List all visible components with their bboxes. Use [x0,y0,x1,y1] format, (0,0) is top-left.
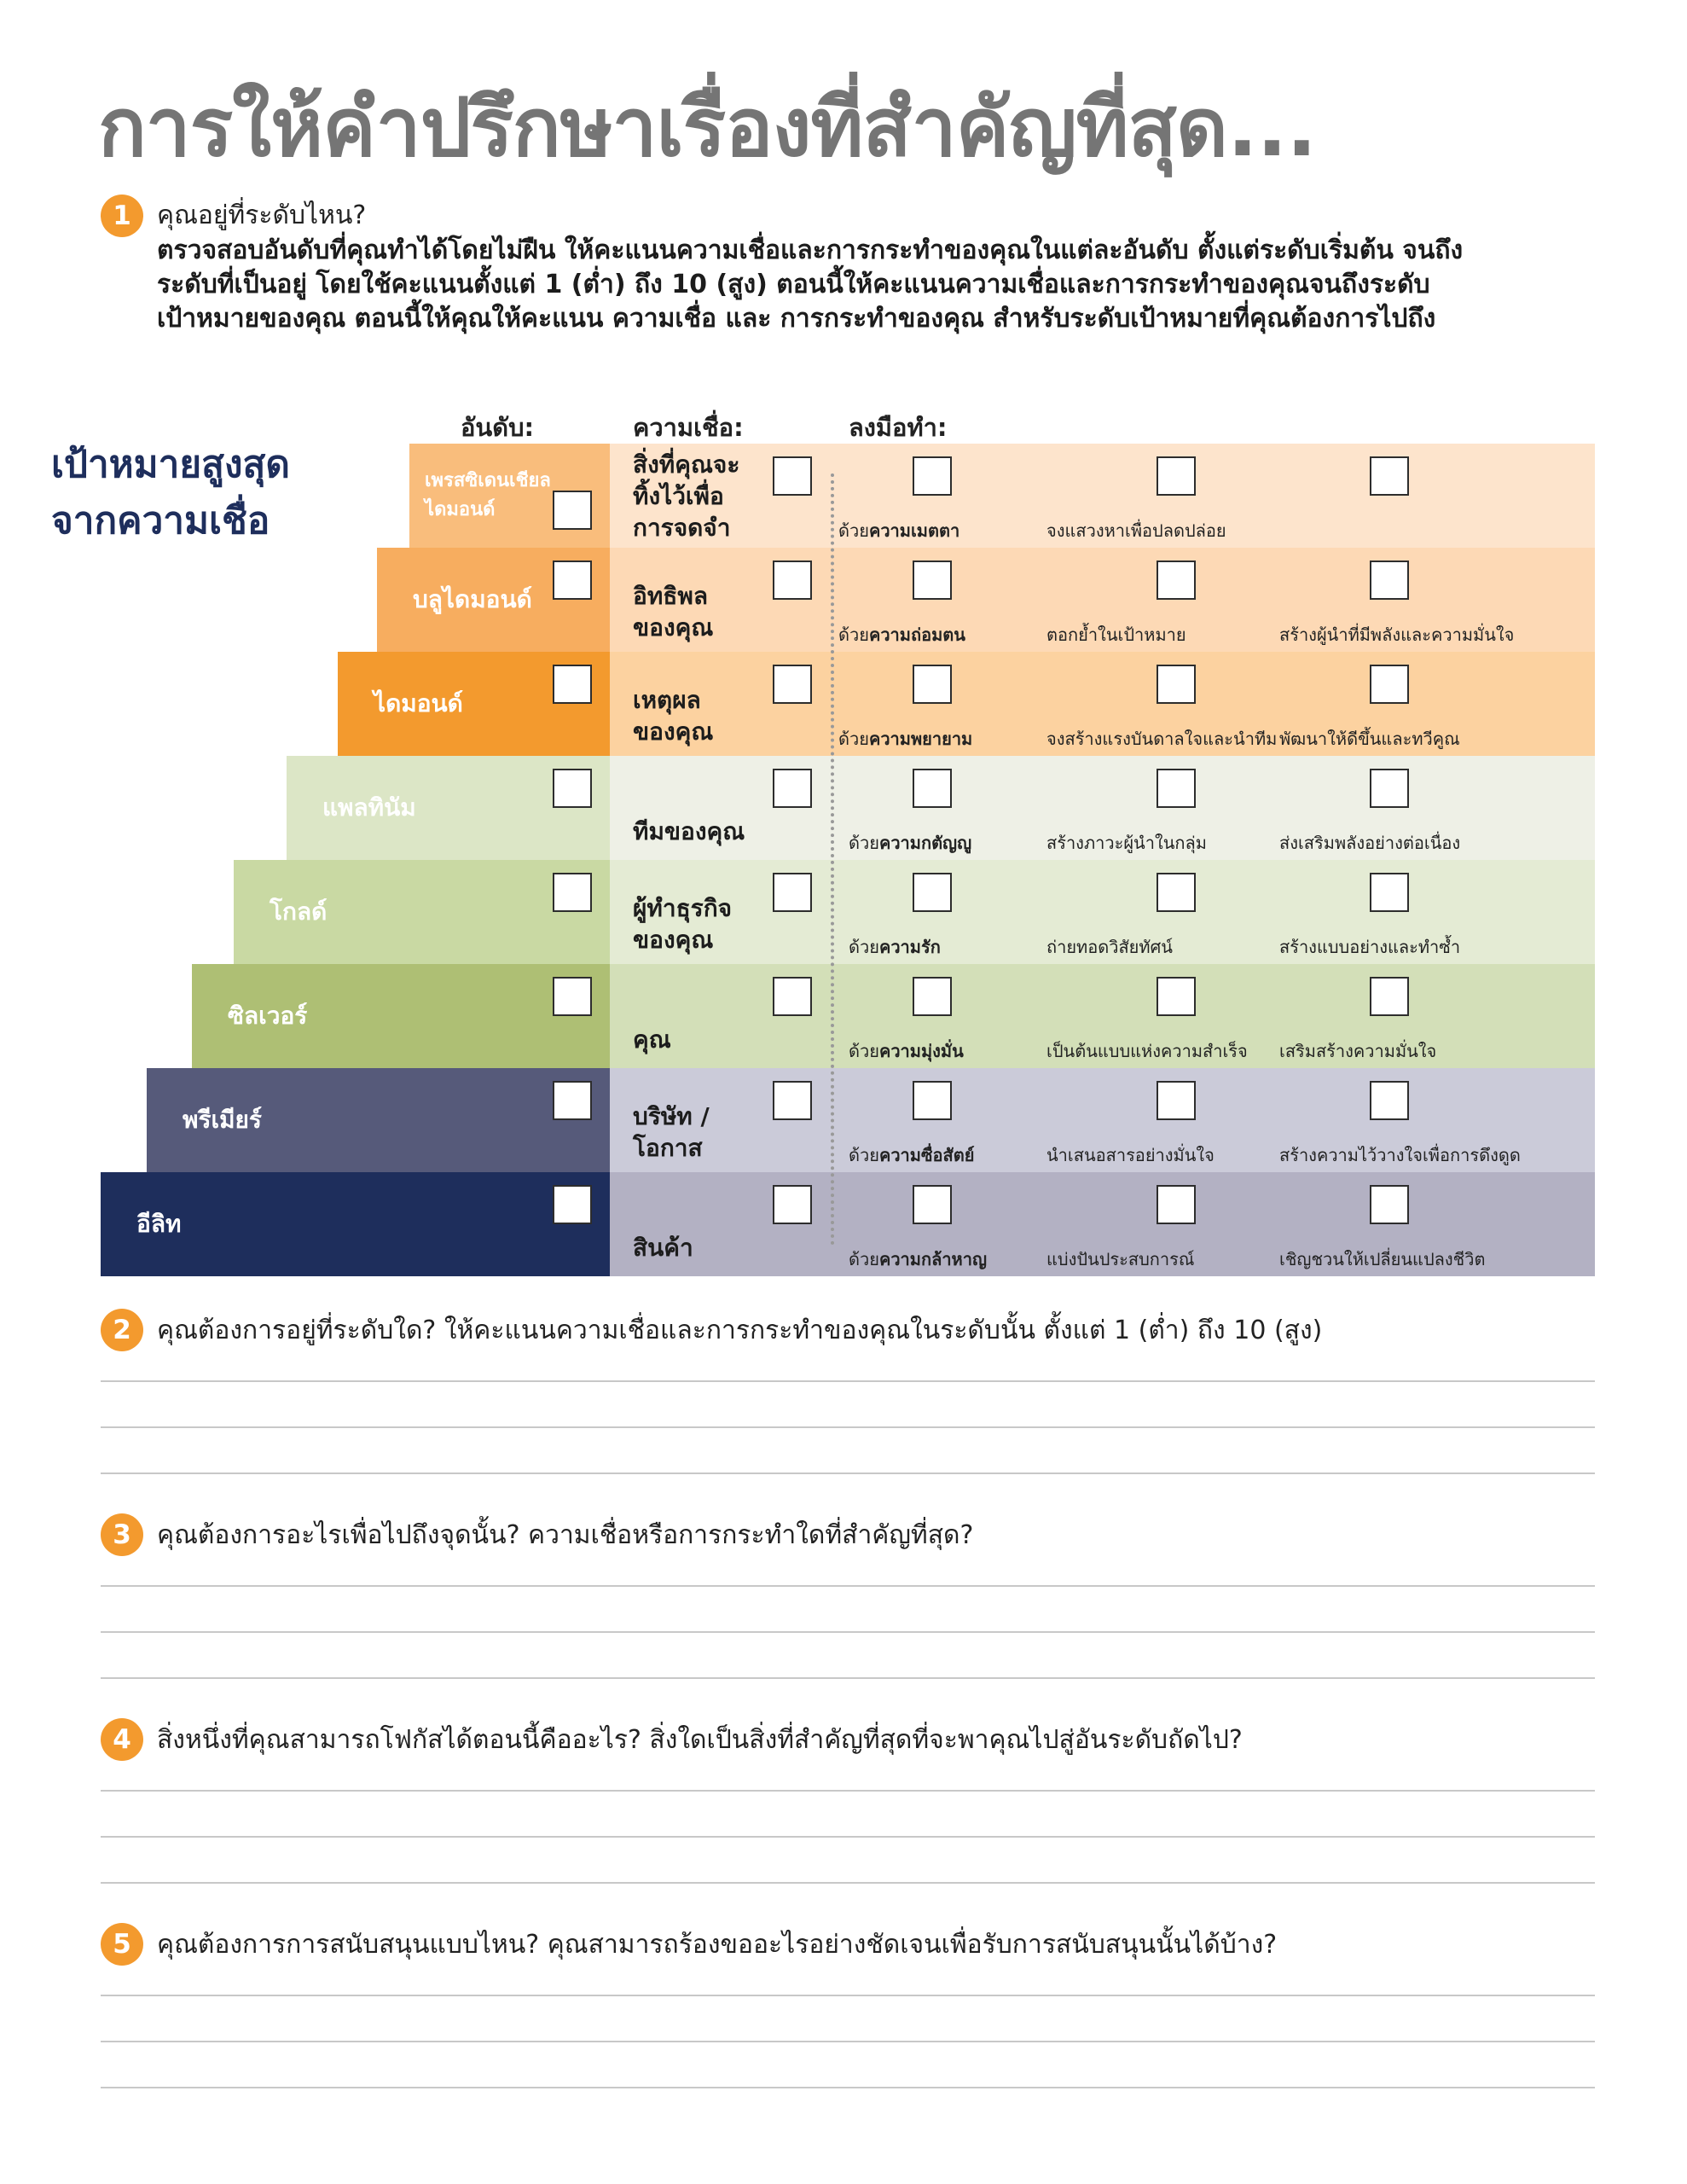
action-text [849,933,941,961]
action-text [1046,621,1186,648]
action-text [849,829,971,857]
rank-label-line: บลูไดมอนด์ [413,585,532,613]
question-text: สิ่งหนึ่งที่คุณสามารถโฟกัสได้ตอนนี้คืออะไร? สิ่งใดเป็นสิ่งที่สำคัญที่สุดที่จะพาคุณไปสู่อันระดับถัดไป? [157,1725,1243,1755]
answer-line[interactable] [101,2041,1595,2042]
action-text-bold: ความกตัญญู [878,833,972,853]
action-text-plain: ด้วย [849,833,879,853]
rank-label [136,1205,181,1243]
rank-column-header: อันดับ: [461,413,535,442]
action-checkbox[interactable] [1370,665,1409,704]
action-checkbox[interactable] [1370,769,1409,808]
action-checkbox[interactable] [1370,561,1409,600]
belief-text-line: อิทธิพล [633,582,708,610]
rank-label [183,1101,262,1139]
action-checkbox[interactable] [1157,561,1196,600]
action-text [1046,517,1226,544]
action-text-plain: ด้วย [838,624,869,645]
belief-text-line: ผู้ทำธุรกิจ [633,894,733,922]
action-checkbox[interactable] [913,977,952,1016]
action-text [1279,829,1460,857]
belief-checkbox[interactable] [773,977,812,1016]
rank-checkbox[interactable] [553,1185,592,1224]
rank-label-line: ไดมอนด์ [425,499,496,520]
action-text-plain: ด้วย [838,520,869,541]
action-checkbox[interactable] [1157,769,1196,808]
action-text-bold: ความเมตตา [868,520,960,541]
belief-text [633,892,732,956]
rank-checkbox[interactable] [553,561,592,600]
answer-line[interactable] [101,1426,1595,1428]
belief-text [633,1232,693,1263]
action-checkbox[interactable] [1370,456,1409,496]
action-text [1279,621,1514,648]
action-text [849,1246,987,1273]
action-checkbox[interactable] [913,456,952,496]
belief-text-line: คุณ [633,1025,671,1054]
action-text [1046,1037,1248,1065]
action-text-bold: ความถ่อมตน [868,624,965,645]
goal-label-line: เป้าหมายสูงสุด [51,443,290,486]
action-text-plain: ด้วย [838,729,869,749]
rank-label [322,789,416,827]
action-checkbox[interactable] [913,1081,952,1120]
belief-checkbox[interactable] [773,561,812,600]
action-text-plain: ส่งเสริมพลังอย่างต่อเนื่อง [1279,833,1461,853]
rank-checkbox[interactable] [553,491,592,530]
action-text-plain: ถ่ายทอดวิสัยทัศน์ [1046,937,1173,957]
rank-step [147,1068,610,1172]
belief-text-line: การจดจำ [633,514,731,542]
action-checkbox[interactable] [1370,873,1409,912]
action-text [1279,725,1460,752]
action-text [1279,933,1460,961]
belief-text-line: โอกาส [633,1134,703,1162]
action-text-plain: ด้วย [849,937,879,957]
action-text [849,1141,974,1169]
action-checkbox[interactable] [1157,456,1196,496]
belief-text [633,580,713,643]
step-number-badge: 5 [101,1923,143,1966]
action-text [1046,1246,1194,1273]
action-text [849,1037,964,1065]
rank-step [101,1172,610,1276]
action-text [1046,725,1277,752]
answer-line[interactable] [101,1631,1595,1633]
action-text-plain: เสริมสร้างความมั่นใจ [1279,1041,1437,1061]
action-text-plain: นำเสนอสารอย่างมั่นใจ [1046,1145,1215,1165]
question-text: คุณต้องการอะไรเพื่อไปถึงจุดนั้น? ความเชื่อหรือการกระทำใดที่สำคัญที่สุด? [157,1520,974,1550]
action-text-plain: สร้างผู้นำที่มีพลังและความมั่นใจ [1279,624,1515,645]
answer-line[interactable] [101,2087,1595,2088]
rank-label-line: ไดมอนด์ [374,689,463,717]
answer-line[interactable] [101,1836,1595,1838]
goal-label [51,437,290,549]
belief-text [633,449,739,543]
belief-checkbox[interactable] [773,665,812,704]
action-checkbox[interactable] [913,769,952,808]
action-text-plain: ด้วย [849,1249,879,1269]
action-text [838,621,965,648]
action-text-bold: ความกล้าหาญ [878,1249,988,1269]
column-divider [831,473,834,1246]
action-checkbox[interactable] [913,665,952,704]
rank-label-line: พรีเมียร์ [183,1106,262,1134]
answer-line[interactable] [101,1380,1595,1382]
action-checkbox[interactable] [1157,977,1196,1016]
rank-label [374,685,463,723]
action-checkbox[interactable] [913,561,952,600]
action-text-bold: ความรัก [878,937,941,957]
belief-text-line: สินค้า [633,1234,693,1262]
action-text-bold: ความพยายาม [868,729,973,749]
action-text-plain: จงแสวงหาเพื่อปลดปล่อย [1046,520,1226,541]
action-checkbox[interactable] [1370,977,1409,1016]
belief-text-line: เหตุผล [633,686,701,714]
action-text-plain: เชิญชวนให้เปลี่ยนแปลงชีวิต [1279,1249,1486,1269]
action-text [1046,1141,1215,1169]
action-text-bold: ความซื่อสัตย์ [878,1145,975,1165]
rank-label [413,581,532,619]
belief-text [633,684,713,747]
belief-checkbox[interactable] [773,873,812,912]
question-1: คุณอยู่ที่ระดับไหน? [157,200,367,230]
belief-text-line: ของคุณ [633,926,714,954]
rank-label-line: ซิลเวอร์ [228,1002,308,1030]
action-text [1279,1141,1521,1169]
action-text-plain: สร้างความไว้วางใจเพื่อการดึงดูด [1279,1145,1521,1165]
instruction-line: เป้าหมายของคุณ ตอนนี้ให้คุณให้คะแนน ความเชื่อ และ การกระทำของคุณ สำหรับระดับเป้าหมายที่คุณต้องการไปถึง [157,304,1436,334]
belief-text [633,1024,671,1055]
belief-text-line: บริษัท / [633,1102,710,1130]
action-text [1046,829,1207,857]
goal-label-line: จากความเชื่อ [51,499,270,543]
question-text: คุณต้องการการสนับสนุนแบบไหน? คุณสามารถร้องขออะไรอย่างชัดเจนเพื่อรับการสนับสนุนนั้นได้บ้าง? [157,1930,1278,1960]
action-text [838,517,959,544]
action-text-plain: เป็นต้นแบบแห่งความสำเร็จ [1046,1041,1248,1061]
action-checkbox[interactable] [1157,1185,1196,1224]
belief-checkbox[interactable] [773,456,812,496]
rank-label-line: โกลด์ [270,897,328,926]
answer-line[interactable] [101,1585,1595,1587]
step-number-badge: 2 [101,1309,143,1351]
action-text-plain: ด้วย [849,1041,879,1061]
page-title: การให้คำปรึกษาเรื่องที่สำคัญที่สุด... [98,82,1317,175]
belief-text-line: สิ่งที่คุณจะ [633,450,740,479]
rank-label [228,997,307,1035]
rank-step [192,964,610,1068]
rank-checkbox[interactable] [553,977,592,1016]
answer-line[interactable] [101,1472,1595,1474]
action-text-plain: ด้วย [849,1145,879,1165]
rank-checkbox[interactable] [553,873,592,912]
belief-checkbox[interactable] [773,769,812,808]
rank-label-line: แพลทินัม [322,793,416,822]
belief-text [633,816,745,847]
belief-checkbox[interactable] [773,1081,812,1120]
action-checkbox[interactable] [1157,1081,1196,1120]
step-number-badge: 3 [101,1513,143,1556]
action-text-plain: ตอกย้ำในเป้าหมาย [1046,624,1186,645]
action-text [1279,1037,1436,1065]
action-text-plain: แบ่งปันประสบการณ์ [1046,1249,1195,1269]
belief-checkbox[interactable] [773,1185,812,1224]
answer-line[interactable] [101,1882,1595,1884]
action-text-plain: จงสร้างแรงบันดาลใจและนำทีม [1046,729,1278,749]
action-checkbox[interactable] [1370,1185,1409,1224]
step-number-badge: 4 [101,1718,143,1761]
action-text-bold: ความมุ่งมั่น [878,1041,964,1061]
rank-label-line: เพรสซิเดนเชียล [425,470,551,491]
instruction-line: ตรวจสอบอันดับที่คุณทำได้โดยไม่ฝืน ให้คะแนนความเชื่อและการกระทำของคุณในแต่ละอันดับ ตั้งแต่ระดับเริ่มต้น จนถึง [157,235,1464,265]
belief-text-line: ทีมของคุณ [633,817,745,845]
belief-text-line: ทิ้งไว้เพื่อ [633,482,724,510]
action-text-plain: พัฒนาให้ดีขึ้นและทวีคูณ [1279,729,1460,749]
belief-column-header: ความเชื่อ: [633,413,744,442]
step-number-badge: 1 [101,195,143,237]
answer-line[interactable] [101,1790,1595,1792]
action-text-plain: สร้างแบบอย่างและทำซ้ำ [1279,937,1461,957]
instruction-line: ระดับที่เป็นอยู่ โดยใช้คะแนนตั้งแต่ 1 (ต่ำ) ถึง 10 (สูง) ตอนนี้ให้คะแนนความเชื่อและการกระทำของคุณจนถึงระดับ [157,270,1430,299]
rank-checkbox[interactable] [553,769,592,808]
belief-text [633,1101,710,1164]
action-text-plain: สร้างภาวะผู้นำในกลุ่ม [1046,833,1207,853]
rank-label [425,467,551,525]
action-checkbox[interactable] [913,1185,952,1224]
action-text [1279,1246,1485,1273]
belief-text-line: ของคุณ [633,717,714,746]
rank-checkbox[interactable] [553,665,592,704]
action-checkbox[interactable] [1157,873,1196,912]
answer-line[interactable] [101,1677,1595,1679]
action-checkbox[interactable] [913,873,952,912]
rank-label-line: อีลิท [136,1210,182,1238]
answer-line[interactable] [101,1995,1595,1996]
action-text [1046,933,1173,961]
question-text: คุณต้องการอยู่ที่ระดับใด? ให้คะแนนความเชื่อและการกระทำของคุณในระดับนั้น ตั้งแต่ 1 (ต่ำ) ถึง 10 (สูง) [157,1316,1323,1345]
belief-text-line: ของคุณ [633,613,714,642]
action-checkbox[interactable] [1157,665,1196,704]
action-column-header: ลงมือทำ: [849,413,948,442]
action-checkbox[interactable] [1370,1081,1409,1120]
action-text [838,725,972,752]
rank-label [270,893,327,931]
rank-checkbox[interactable] [553,1081,592,1120]
